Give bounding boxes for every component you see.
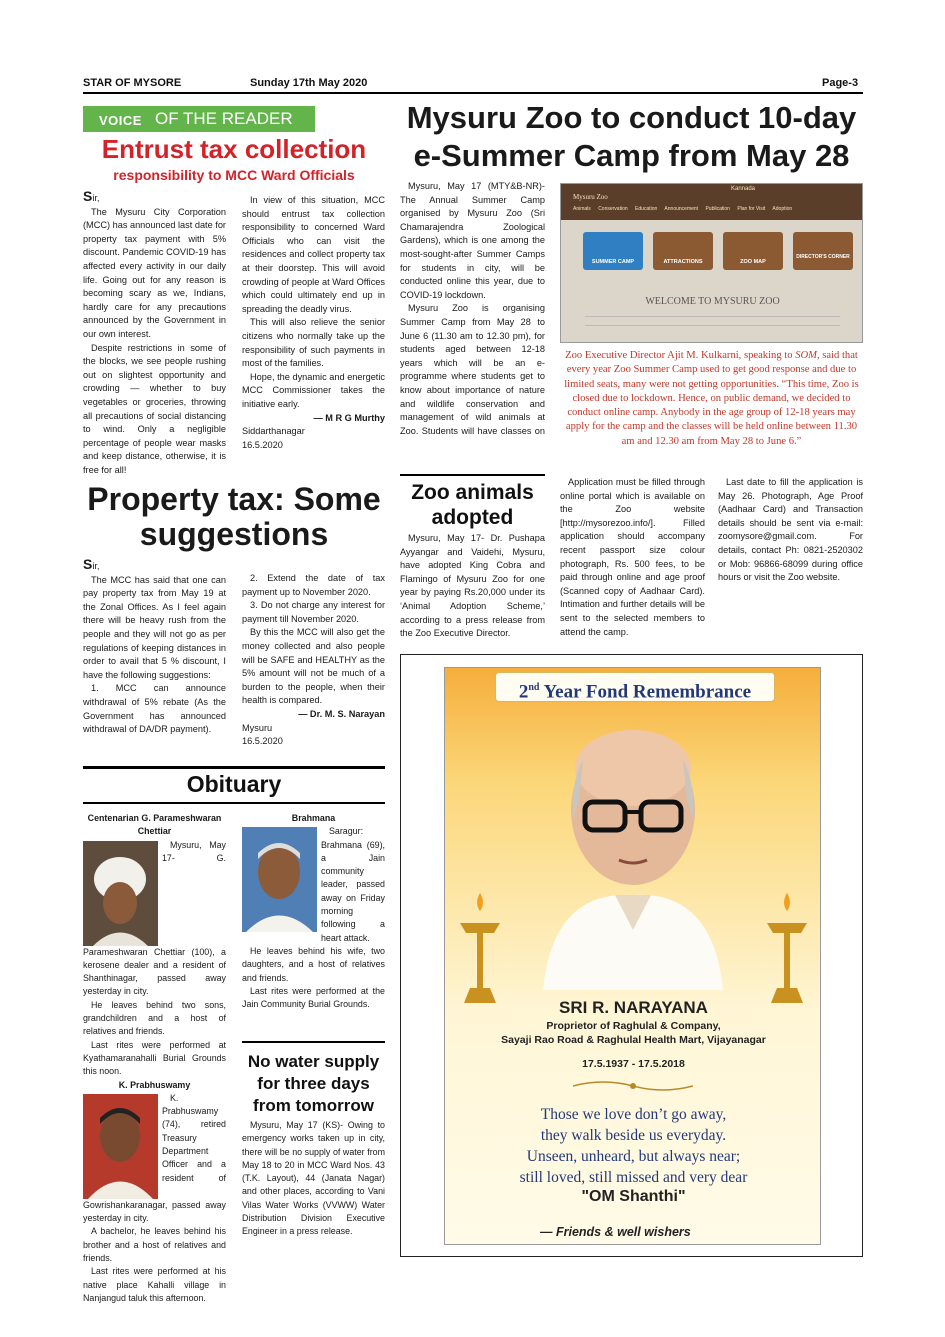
remembrance-ordinal: 2 [518, 681, 529, 703]
adopted-rule [400, 474, 545, 476]
letter1-signature: — M R G Murthy [313, 412, 385, 423]
letter1-col2 [242, 194, 385, 452]
obit2-text-a: K. Prabhuswamy (74), retired Treasury Department Officer and a resident of Gowrishankaranagar, passed away yesterday in city. [83, 1092, 226, 1224]
verse-line-1: Those we love don’t go away, [540, 1106, 727, 1123]
verse-line-2: they walk beside us everyday. [540, 1127, 727, 1144]
remembrance-title-box [495, 672, 775, 702]
zoo-board-summer-camp-label: SUMMER CAMP [591, 259, 635, 265]
masthead-rule [83, 92, 863, 94]
zoo-nav-adoption[interactable]: Adoption [772, 206, 793, 212]
zoo-p3: Application must be filled through online portal which is available on the Zoo website [http://mysorezoo.info/]. Filled application should accompany recent passport size colour photograph, Rs. 500 fees, to be paid through online and age proof (Scanned copy of Aadhaar Card). Intimation and further details will be sent to the selected members to attend the camp. [560, 477, 705, 637]
letter2-p5: By this the MCC will also get the money collected and also people will be SAFE and HEALTHY as the 5% amount will not be much of a burden to the people, when their health is compared. [242, 627, 385, 706]
zoo-board-attractions[interactable] [653, 232, 713, 270]
letter1-place: Siddarthanagar [242, 426, 305, 437]
obit3-portrait [242, 827, 317, 932]
zoo-nav-conservation[interactable]: Conservation [598, 206, 628, 212]
obit2-name: K. Prabhuswamy [118, 1079, 191, 1090]
remembrance-ad [444, 667, 821, 1245]
obit3-text-b: He leaves behind his wife, two daughters, and a host of relatives and friends. [242, 945, 385, 983]
zoo-nav-animals[interactable]: Animals [573, 206, 591, 212]
zoo-board-directors-corner[interactable] [793, 232, 853, 270]
zoo-p4: Last date to fill the application is May 26. Photograph, Age Proof (Aadhaar Card) and Transaction details should be sent via e-mail: zoomysore@gmail.com. For details, contact Ph: 0821-2520302 or Mob: 96866-68099 during office hours or visit the Zoo website. [718, 477, 863, 583]
obit-col1 [83, 812, 226, 1305]
water-title: No water supply for three days from tomorrow [247, 1052, 380, 1115]
obit2-portrait [83, 1094, 158, 1199]
letter1-subtitle: responsibility to MCC Ward Officials [113, 167, 355, 183]
letter2-dropcap: S [83, 556, 93, 572]
obit2-text-b: A bachelor, he leaves behind his brother and a host of relatives and friends. [83, 1226, 226, 1264]
letter1-p3: In view of this situation, MCC should entrust tax collection responsibility to concerned Ward Officials who can visit the residences and collect property tax at their doorstep. This will avoid crowding of people at Ward Offices which could ultimately end up in spreading the deadly virus. [242, 195, 385, 314]
letter2-title [83, 482, 385, 552]
obituary-heading: Obituary [186, 771, 282, 797]
letter1-p1: The Mysuru City Corporation (MCC) has announced last date for property tax payment with 5% discount. Pandemic COVID-19 has affected every activity in our daily life. Going out for any reason is becoming scary as we, Indians, hardly care for any precautions announced by the Government in our own interest. [83, 206, 226, 339]
obit2-text-c: Last rites were performed at his native place Kahalli village in Nanjangud taluk this afternoon. [83, 1266, 226, 1303]
letter2-date: 16.5.2020 [242, 736, 283, 747]
obit1-photo [83, 841, 158, 946]
letter2-salutation: ir, [92, 561, 100, 571]
voice-banner-voice: VOICE [99, 113, 142, 128]
remembrance-name: SRI R. NARAYANA [559, 998, 708, 1017]
zoo-p2: Mysuru Zoo is organising Summer Camp from May 28 to June 6 (11.30 am to 12.30 pm), for students aged between 12-18 years which will be an e-programme where students get to know about importance of nature and wildlife conservation and management of wild animals at Zoo. Students will have classes on [400, 303, 545, 436]
remembrance-dates: 17.5.1937 - 17.5.2018 [582, 1058, 685, 1070]
letter1-salutation: ir, [92, 193, 100, 203]
zoo-site-welcome: WELCOME TO MYSURU ZOO [645, 296, 780, 307]
remembrance-title-rest: Year Fond Remembrance [539, 681, 752, 703]
obit1-text-c: Last rites were performed at Kyathamaranahalli Burial Grounds this noon. [83, 1039, 226, 1077]
remembrance-verse [445, 1104, 821, 1188]
remembrance-ordinal-sup: nd [528, 682, 540, 693]
letter2-col2 [242, 572, 385, 749]
zoo-caption-pre: Zoo Executive Director Ajit M. Kulkarni, speaking to [565, 350, 796, 361]
zoo-nav-education[interactable]: Education [635, 206, 658, 212]
remembrance-om: "OM Shanthi" [581, 1188, 686, 1205]
zoo-site-logo: Mysuru Zoo [573, 193, 608, 201]
verse-line-4: still loved, still missed and very dear [519, 1169, 748, 1186]
letter2-p2: 1. MCC can announce withdrawal of 5% rebate (As the Government has announced withdrawal of DA/DR payment). [83, 683, 226, 735]
obit3-text-c: Last rites were performed at the Jain Community Burial Grounds. [242, 985, 385, 1010]
zoo-board-summer-camp[interactable] [583, 232, 643, 270]
water-body-wrap [242, 1119, 385, 1239]
obit3-name: Brahmana [291, 813, 336, 823]
obit3-photo [242, 827, 317, 932]
zoo-caption-post: , said that every year Zoo Summer Camp used to get good response and due to limited seats, many were not getting opportunities. “This time, Zoo is closed due to lockdown. Hence, on public demand, we decided to conduct online camp. Anybody in the age group of 12-18 years may apply for the camp and the classes will be held online between 11.30 am and 12.30 am from May 28 to June 6.” [564, 350, 859, 447]
remembrance-line2: Sayaji Rao Road & Raghulal Health Mart, Vijayanagar [501, 1034, 766, 1046]
letter2-title-line1: Property tax: Some [87, 481, 381, 517]
remembrance-portrait [523, 720, 743, 990]
obit1-portrait [83, 841, 158, 946]
letter2-col1 [83, 558, 226, 737]
letter1-p5: Hope, the dynamic and energetic MCC Commissioner takes the initiative early. [242, 371, 385, 409]
zoo-board-attractions-label: ATTRACTIONS [663, 259, 703, 265]
water-body: Mysuru, May 17 (KS)- Owing to emergency works taken up in city, there will be no supply of water from May 18 to 20 in MCC Ward Nos. 43 (T.K. Layout), 44 (Janata Nagar) and other places, according to Vani Vilas Water Works (VVWW) Water Distribution Division Executive Engineer in a press release. [242, 1120, 385, 1237]
letter2-p4: 3. Do not charge any interest for payment till November 2020. [242, 600, 385, 624]
zoo-website-screenshot [560, 183, 863, 343]
zoo-board-zoo-map[interactable] [723, 232, 783, 270]
obit-col2 [242, 812, 385, 1011]
adopted-title [400, 480, 545, 530]
letter2-signature: — Dr. M. S. Narayan [298, 708, 385, 719]
zoo-site-filler [585, 316, 840, 326]
obit3-text-a: Saragur: Brahmana (69), a Jain community leader, passed away on Friday morning following a heart attack. [321, 826, 385, 943]
letter2-p1: The MCC has said that one can pay property tax from May 19 at the Zonal Offices. As I feel again there will be heavy rush from the people and they will not go as per regulations of keeping distances in order to avail that 5 % discount, I have the following suggestions: [83, 574, 226, 680]
zoo-p1: Mysuru, May 17 (MTY&B-NR)- The Annual Summer Camp organised by Mysuru Zoo (Sri Chamarajendra Zoological Gardens), which is one among the most-sought-after Summer Camps for students in city, will be conducted online this year, due to COVID-19 lockdown. [400, 181, 545, 300]
masthead-page: Page-3 [822, 77, 859, 89]
adopted-body: Mysuru, May 17- Dr. Pushapa Ayyangar and Vaidehi, Mysuru, have adopted King Cobra and Flamingo of Mysuru Zoo for one year by paying Rs.20,000 under its ‘Animal Adoption Scheme,’ according to a press release from the Zoo Executive Director. [400, 533, 545, 639]
ornament-divider-icon [573, 1078, 693, 1094]
zoo-headline [400, 99, 863, 175]
obit-water-rule [242, 1041, 385, 1043]
lamp-left-icon [450, 893, 510, 1013]
zoo-col3 [718, 476, 863, 585]
obituary-rule-bottom [83, 802, 385, 804]
lamp-right-icon [757, 893, 817, 1013]
obit1-text-b: He leaves behind two sons, grandchildren and a host of relatives and friends. [83, 999, 226, 1037]
letter1-title: Entrust tax collection [101, 134, 367, 164]
letter1-col1 [83, 190, 226, 477]
voice-banner [83, 106, 315, 132]
letter2-p3: 2. Extend the date of tax payment up to November 2020. [242, 573, 385, 597]
adopted-title-line2: adopted [431, 506, 514, 529]
letter2-place: Mysuru [242, 722, 273, 733]
zoo-caption [560, 349, 863, 449]
adopted-body-wrap [400, 532, 545, 641]
obit2-photo [83, 1094, 158, 1199]
zoo-board-zoo-map-label: ZOO MAP [740, 259, 766, 265]
zoo-site-nav [573, 206, 863, 212]
zoo-caption-som: SOM [795, 350, 817, 361]
adopted-title-line1: Zoo animals [411, 481, 534, 504]
letter1-dropcap: S [83, 188, 93, 204]
zoo-col2 [560, 476, 705, 639]
zoo-headline-line1: Mysuru Zoo to conduct 10-day [406, 100, 857, 135]
masthead-date: Sunday 17th May 2020 [250, 77, 368, 89]
zoo-board-directors-corner-label: DIRECTOR'S CORNER [796, 254, 850, 260]
zoo-site-top-link[interactable]: Kannada [731, 186, 756, 192]
zoo-site-header [561, 184, 863, 220]
remembrance-line1: Proprietor of Raghulal & Company, [546, 1020, 721, 1032]
obit1-name: Centenarian G. Parameshwaran Chettiar [87, 813, 222, 837]
letter1-date: 16.5.2020 [242, 439, 283, 450]
voice-banner-rest: OF THE READER [155, 109, 293, 128]
zoo-nav-announcement[interactable]: Announcement [664, 206, 699, 212]
zoo-nav-publication[interactable]: Publication [705, 206, 730, 212]
masthead-paper: STAR OF MYSORE [83, 77, 182, 89]
zoo-nav-plan[interactable]: Plan for Visit [737, 206, 766, 212]
letter1-p4: This will also relieve the senior citizens who normally take up the responsibility of such payments in most of the families. [242, 317, 385, 369]
letter2-title-line2: suggestions [139, 516, 329, 552]
obit1-text-a: Mysuru, May 17- G. Parameshwaran Chettiar (100), a kerosene dealer and a resident of Shanthinagar, passed away yesterday in city. [83, 839, 226, 997]
zoo-col1 [400, 180, 545, 438]
obituary-rule-top [83, 766, 385, 769]
remembrance-from: — Friends & well wishers [540, 1225, 691, 1239]
remembrance-ad-frame [400, 654, 863, 1257]
letter1-p2: Despite restrictions in some of the blocks, we see people rushing out on slightest opportunity and crowding — whether to buy vegetables or groceries, throwing all precautions of social distancing to wind. Only a negligible percentage of people wear masks and keep distance, otherwise, it is free for all! [83, 342, 226, 475]
verse-line-3: Unseen, unheard, but always near; [526, 1148, 741, 1165]
zoo-headline-line2: e-Summer Camp from May 28 [413, 138, 850, 173]
